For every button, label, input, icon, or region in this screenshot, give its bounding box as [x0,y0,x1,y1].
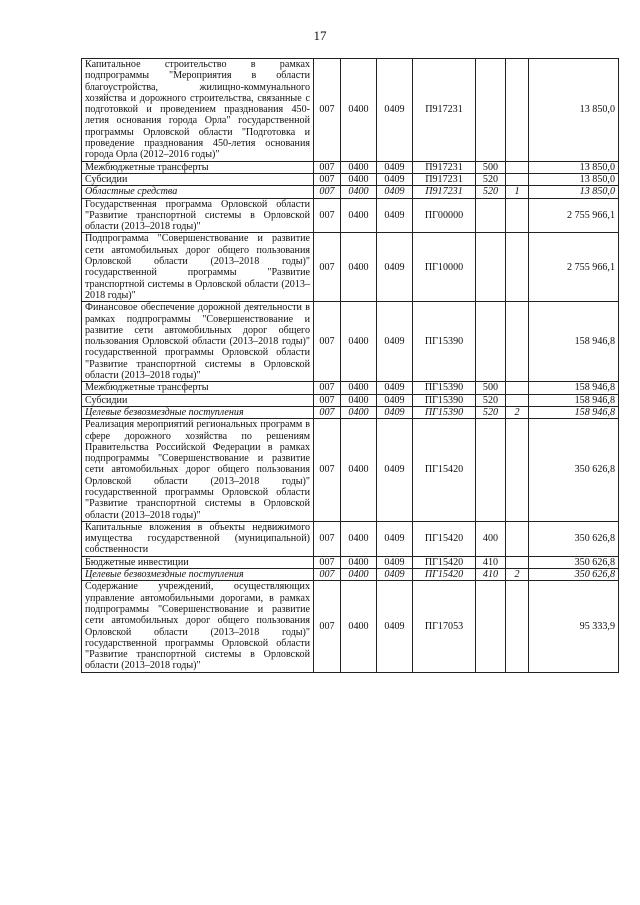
cell-name: Субсидии [82,394,314,406]
cell-subsection: 0409 [377,394,413,406]
cell-amount: 95 333,9 [529,581,619,672]
cell-subsection: 0409 [377,233,413,302]
cell-target-article: П917231 [413,186,476,198]
cell-target-article: ПГ15420 [413,419,476,522]
cell-grbs: 007 [314,302,341,382]
cell-section: 0400 [341,419,377,522]
cell-name: Субсидии [82,173,314,185]
cell-amount: 158 946,8 [529,406,619,418]
cell-name: Областные средства [82,186,314,198]
cell-subsection: 0409 [377,569,413,581]
cell-subsection: 0409 [377,198,413,233]
cell-target-article: ПГ00000 [413,198,476,233]
cell-funding-source: 2 [506,406,529,418]
cell-grbs: 007 [314,581,341,672]
cell-target-article: П917231 [413,59,476,162]
cell-funding-source [506,394,529,406]
cell-expense-type [476,198,506,233]
cell-funding-source [506,198,529,233]
cell-section: 0400 [341,382,377,394]
cell-subsection: 0409 [377,302,413,382]
cell-grbs: 007 [314,161,341,173]
cell-grbs: 007 [314,233,341,302]
cell-name: Государственная программа Орловской области "Развитие транспортной системы в Орловской области (2013–2018 годы)" [82,198,314,233]
cell-amount: 2 755 966,1 [529,198,619,233]
cell-expense-type: 410 [476,569,506,581]
cell-section: 0400 [341,173,377,185]
cell-expense-type: 520 [476,394,506,406]
cell-section: 0400 [341,581,377,672]
cell-expense-type [476,419,506,522]
cell-expense-type: 500 [476,382,506,394]
cell-amount: 13 850,0 [529,161,619,173]
cell-section: 0400 [341,302,377,382]
cell-expense-type [476,302,506,382]
cell-funding-source [506,521,529,556]
cell-amount: 13 850,0 [529,173,619,185]
cell-name: Целевые безвозмездные поступления [82,406,314,418]
cell-grbs: 007 [314,569,341,581]
cell-funding-source [506,59,529,162]
cell-grbs: 007 [314,406,341,418]
cell-funding-source [506,173,529,185]
cell-name: Капитальные вложения в объекты недвижимого имущества государственной (муниципальной) собственности [82,521,314,556]
table-row [82,173,619,185]
table-row [82,569,619,581]
cell-target-article: П917231 [413,173,476,185]
cell-amount: 350 626,8 [529,521,619,556]
cell-expense-type: 520 [476,406,506,418]
table-row [82,59,619,162]
cell-section: 0400 [341,59,377,162]
cell-subsection: 0409 [377,173,413,185]
cell-section: 0400 [341,186,377,198]
page-number: 17 [313,28,327,43]
cell-expense-type: 410 [476,556,506,568]
cell-amount: 2 755 966,1 [529,233,619,302]
cell-funding-source: 2 [506,569,529,581]
cell-name: Межбюджетные трансферты [82,382,314,394]
cell-expense-type [476,233,506,302]
cell-target-article: ПГ15420 [413,521,476,556]
cell-funding-source [506,161,529,173]
cell-subsection: 0409 [377,186,413,198]
cell-name: Финансовое обеспечение дорожной деятельности в рамках подпрограммы "Совершенствование и развитие сети автомобильных дорог общего пользования Орловской области (2013–2018 годы)" государственной программы Орловской области "Развитие транспортной системы в Орловской области (2013–2018 годы)" [82,302,314,382]
cell-subsection: 0409 [377,382,413,394]
cell-grbs: 007 [314,556,341,568]
table-row [82,186,619,198]
table-row [82,556,619,568]
cell-expense-type: 520 [476,173,506,185]
cell-section: 0400 [341,521,377,556]
cell-section: 0400 [341,394,377,406]
cell-amount: 350 626,8 [529,556,619,568]
cell-name: Содержание учреждений, осуществляющих управление автомобильными дорогами, в рамках подпрограммы "Совершенствование и развитие сети автомобильных дорог общего пользования Орловской области (2013–2018 годы)" государственной программы Орловской области "Развитие транспортной системы в Орловской области (2013–2018 годы)" [82,581,314,672]
cell-funding-source [506,419,529,522]
table-row [82,521,619,556]
cell-grbs: 007 [314,419,341,522]
cell-subsection: 0409 [377,406,413,418]
table-row [82,406,619,418]
cell-target-article: ПГ15420 [413,569,476,581]
cell-target-article: ПГ15390 [413,394,476,406]
cell-amount: 158 946,8 [529,302,619,382]
table-row [82,419,619,522]
cell-name: Межбюджетные трансферты [82,161,314,173]
cell-section: 0400 [341,161,377,173]
cell-amount: 350 626,8 [529,569,619,581]
cell-grbs: 007 [314,382,341,394]
cell-subsection: 0409 [377,556,413,568]
cell-subsection: 0409 [377,419,413,522]
cell-amount: 158 946,8 [529,382,619,394]
cell-expense-type: 500 [476,161,506,173]
cell-section: 0400 [341,569,377,581]
table-row [82,302,619,382]
cell-grbs: 007 [314,198,341,233]
cell-name: Подпрограмма "Совершенствование и развитие сети автомобильных дорог общего пользования Орловской области (2013–2018 годы)" государственной программы "Развитие транспортной системы в Орловской области (2013–2018 годы)" [82,233,314,302]
cell-funding-source [506,581,529,672]
cell-grbs: 007 [314,186,341,198]
cell-section: 0400 [341,233,377,302]
cell-grbs: 007 [314,521,341,556]
cell-funding-source: 1 [506,186,529,198]
cell-expense-type [476,581,506,672]
cell-target-article: ПГ17053 [413,581,476,672]
cell-target-article: ПГ15390 [413,382,476,394]
cell-amount: 13 850,0 [529,59,619,162]
table-row [82,394,619,406]
cell-expense-type: 520 [476,186,506,198]
budget-table [81,58,619,673]
cell-target-article: ПГ15420 [413,556,476,568]
table-row [82,581,619,672]
cell-funding-source [506,233,529,302]
cell-section: 0400 [341,556,377,568]
cell-expense-type: 400 [476,521,506,556]
table-row [82,382,619,394]
cell-target-article: П917231 [413,161,476,173]
cell-funding-source [506,382,529,394]
cell-target-article: ПГ15390 [413,406,476,418]
cell-name: Реализация мероприятий региональных программ в сфере дорожного хозяйства по решениям Правительства Российской Федерации в рамках подпрограммы "Совершенствование и развитие сети автомобильных дорог общего пользования Орловской области (2013–2018 годы)" государственной программы Орловской области "Развитие транспортной системы в Орловской области (2013–2018 годы)" [82,419,314,522]
table-body [82,59,619,673]
cell-grbs: 007 [314,394,341,406]
cell-name: Капитальное строительство в рамках подпрограммы "Мероприятия в области благоустройства, жилищно-коммунального хозяйства и дорожного строительства, связанные с подготовкой и проведением празднования 450-летия основания города Орла" государственной программы Орловской области "Подготовка и проведение празднования 450-летия основания города Орла (2012–2016 годы)" [82,59,314,162]
cell-grbs: 007 [314,173,341,185]
cell-amount: 350 626,8 [529,419,619,522]
table-row [82,233,619,302]
cell-name: Бюджетные инвестиции [82,556,314,568]
cell-funding-source [506,556,529,568]
cell-amount: 13 850,0 [529,186,619,198]
cell-section: 0400 [341,406,377,418]
cell-grbs: 007 [314,59,341,162]
cell-subsection: 0409 [377,581,413,672]
cell-section: 0400 [341,198,377,233]
cell-target-article: ПГ10000 [413,233,476,302]
table-row [82,161,619,173]
cell-subsection: 0409 [377,161,413,173]
table-row [82,198,619,233]
cell-name: Целевые безвозмездные поступления [82,569,314,581]
cell-subsection: 0409 [377,521,413,556]
cell-amount: 158 946,8 [529,394,619,406]
cell-target-article: ПГ15390 [413,302,476,382]
cell-funding-source [506,302,529,382]
cell-subsection: 0409 [377,59,413,162]
cell-expense-type [476,59,506,162]
